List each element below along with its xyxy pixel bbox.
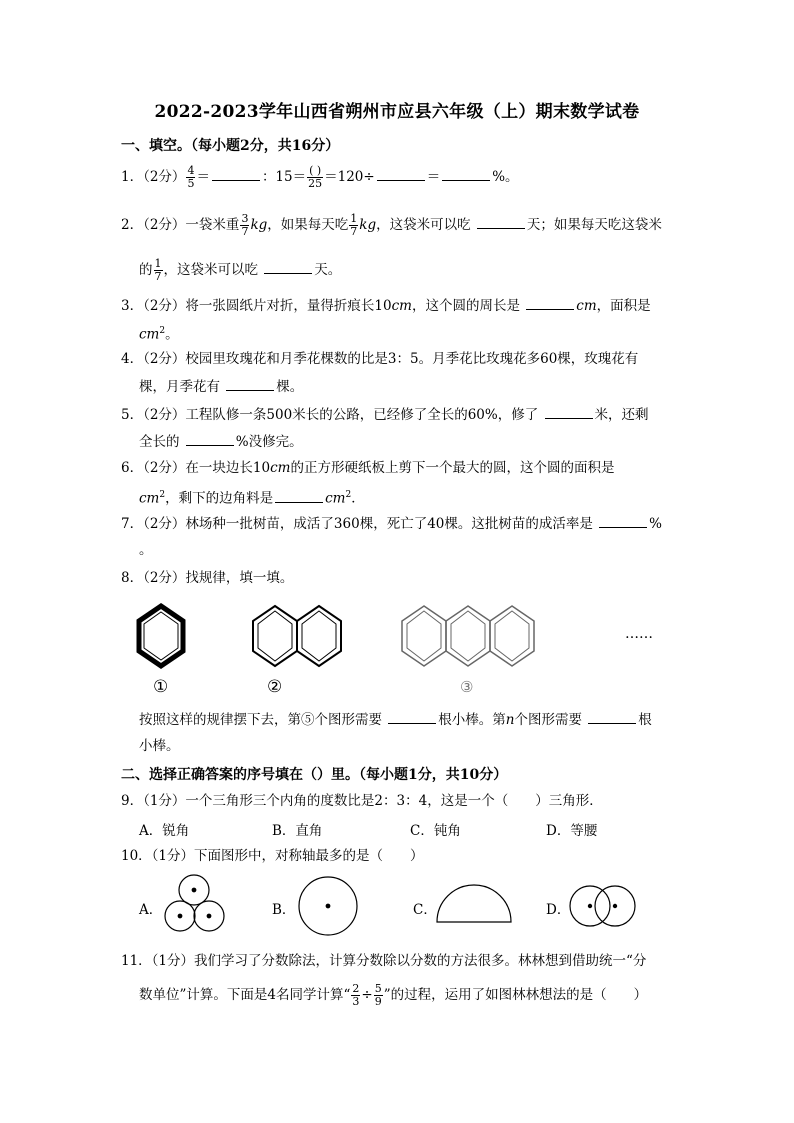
option-b[interactable]: B． — [272, 902, 296, 918]
answer-blank[interactable] — [599, 513, 647, 528]
question-4: 4．（2分）校园里玫瑰花和月季花棵数的比是3：5。月季花比玫瑰花多60棵，玫瑰花有 — [121, 351, 639, 367]
question-2: 2．（2分）一袋米重 $\frac{3}{7}$ kg，如果每天吃 $\frac{1}{7}$ kg，这袋米可以吃 天；如果每天吃这袋米 — [121, 212, 662, 238]
question-3-line-2: $cm^2$。 — [139, 326, 179, 343]
single-circle-shape — [299, 877, 357, 935]
question-10: 10．（1分）下面图形中，对称轴最多的是（ ） — [121, 848, 424, 864]
section-2-heading: 二、选择正确答案的序号填在（）里。（每小题1分，共10分） — [121, 767, 508, 783]
answer-blank[interactable] — [226, 376, 274, 391]
question-8: 8．（2分）找规律，填一填。 — [121, 570, 294, 586]
symmetry-options-figure — [150, 868, 690, 948]
question-7: 7．（2分）林场种一批树苗，成活了360棵，死亡了40棵。这批树苗的成活率是 % — [121, 513, 662, 534]
figure-label-2: ② — [267, 677, 283, 697]
question-9: 9．（1分）一个三角形三个内角的度数比是2：3：4，这是一个（ ）三角形． — [121, 793, 603, 809]
answer-blank[interactable] — [545, 404, 593, 419]
answer-blank[interactable] — [442, 166, 490, 181]
question-6-line-2: $cm^2$，剩下的边角料是 $cm^2$． — [139, 485, 365, 509]
option-a[interactable]: A．锐角 — [139, 823, 190, 839]
question-8-answer-line: 按照这样的规律摆下去，第⑤个图形需要 根小棒。第n个图形需要 根 — [139, 709, 652, 730]
figure-label-1: ① — [153, 677, 169, 697]
option-c[interactable]: C．钝角 — [410, 823, 461, 839]
option-d[interactable]: D．等腰 — [546, 823, 598, 839]
hexagon-figure-1 — [139, 606, 183, 666]
question-4-line-2: 棵，月季花有 棵。 — [139, 376, 303, 397]
question-2-line-2: 的 $\frac{1}{7}$ ，这袋米可以吃 天。 — [139, 257, 342, 283]
figure-label-3: ③ — [460, 678, 474, 696]
answer-blank[interactable] — [212, 166, 260, 181]
question-5: 5．（2分）工程队修一条500米长的公路，已经修了全长的60%，修了 米，还剩 — [121, 404, 649, 425]
overlapping-circles-shape — [570, 886, 635, 926]
question-8-answer-line-2: 小棒。 — [139, 738, 180, 754]
option-a[interactable]: A． — [139, 902, 163, 918]
question-5-line-2: 全长的 %没修完。 — [139, 431, 303, 452]
question-6: 6．（2分）在一块边长10cm的正方形硬纸板上剪下一个最大的圆，这个圆的面积是 — [121, 460, 615, 476]
question-11: 11．（1分）我们学习了分数除法，计算分数除以分数的方法很多。林林想到借助统一“分 — [121, 953, 647, 969]
semicircle-shape — [437, 885, 511, 922]
question-3: 3．（2分）将一张圆纸片对折，量得折痕长10cm，这个圆的周长是 cm，面积是 — [121, 295, 651, 316]
question-11-line-2: 数单位”计算。下面是4名同学计算“ $\frac{2}{3}$ ÷ $\frac{5}{9}$ ”的过程，运用了如图林林想法的是（ ） — [139, 982, 648, 1008]
page-title: 2022-2023学年山西省朔州市应县六年级（上）期末数学试卷 — [154, 102, 640, 122]
answer-blank[interactable] — [377, 166, 425, 181]
hexagon-figure-2 — [253, 606, 341, 666]
answer-blank[interactable] — [388, 709, 436, 724]
three-circles-shape — [165, 875, 224, 931]
answer-blank[interactable] — [264, 259, 312, 274]
answer-blank[interactable] — [186, 431, 234, 446]
section-1-heading: 一、填空。（每小题2分，共16分） — [121, 138, 340, 154]
question-1: 1．（2分） $\frac{4}{5}$ ＝ ：15＝ $\frac{( )}{25}$ ＝120÷ ＝ %。 — [121, 164, 519, 190]
hexagon-pattern-figure — [130, 596, 670, 708]
answer-blank[interactable] — [275, 488, 323, 503]
hexagon-figure-3 — [402, 606, 534, 666]
answer-blank[interactable] — [526, 295, 574, 310]
option-b[interactable]: B．直角 — [272, 823, 323, 839]
answer-blank[interactable] — [588, 709, 636, 724]
continuation-dots: …… — [625, 626, 653, 642]
option-c[interactable]: C． — [413, 902, 437, 918]
option-d[interactable]: D． — [546, 902, 571, 918]
answer-blank[interactable] — [477, 214, 525, 229]
question-7-line-2: 。 — [139, 542, 153, 558]
